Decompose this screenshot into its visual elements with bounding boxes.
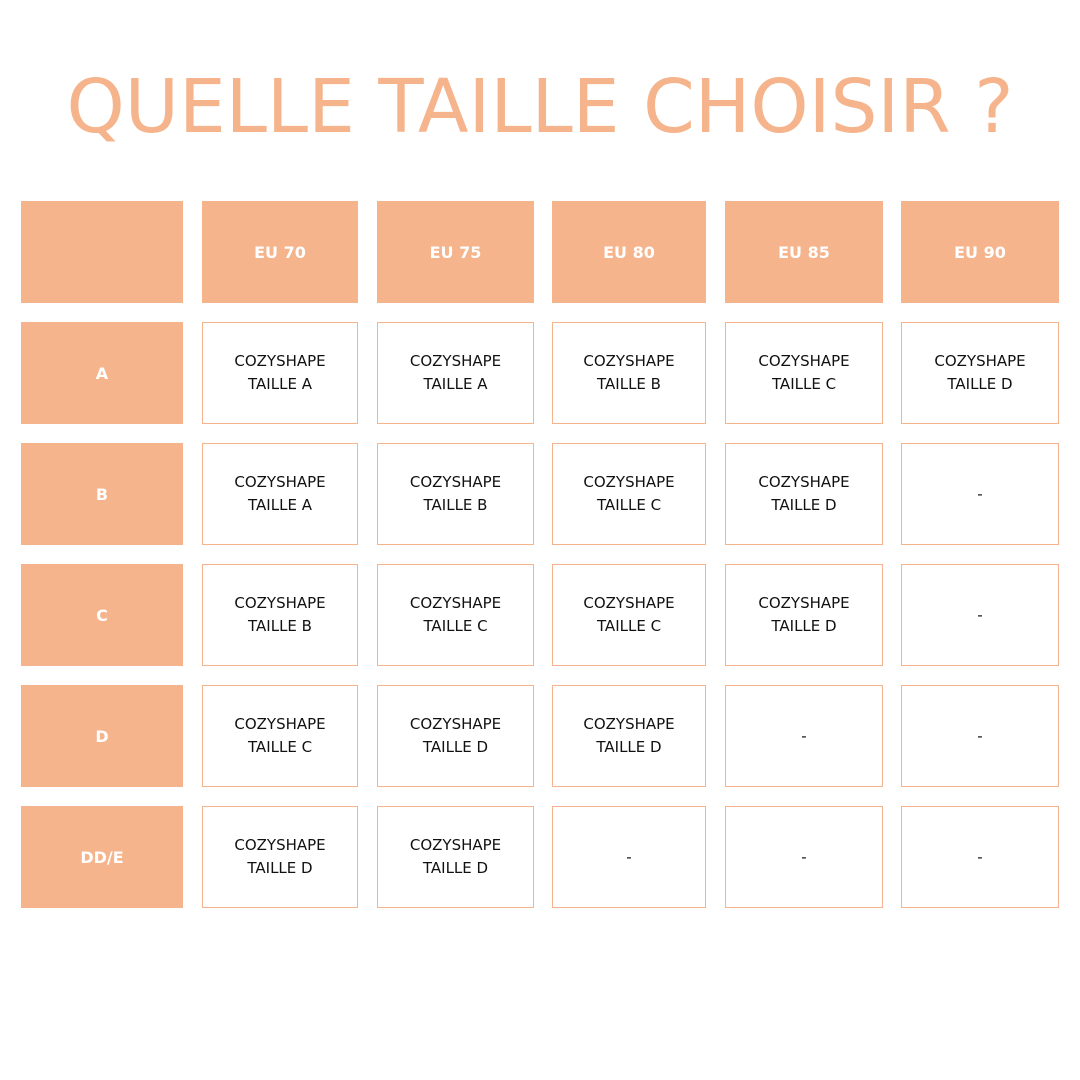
row-header-a: A bbox=[21, 322, 183, 424]
cell-text: COZYSHAPE TAILLE D bbox=[583, 715, 675, 756]
cell-text: COZYSHAPE TAILLE C bbox=[234, 715, 326, 756]
table-cell bbox=[901, 806, 1059, 908]
table-cell bbox=[552, 322, 706, 424]
table-cell bbox=[552, 443, 706, 545]
cell-text: - bbox=[977, 847, 983, 866]
column-header-eu85: EU 85 bbox=[725, 201, 883, 303]
table-cell bbox=[725, 806, 883, 908]
cell-text: - bbox=[977, 726, 983, 745]
cell-text: COZYSHAPE TAILLE D bbox=[758, 594, 850, 635]
cell-text: - bbox=[801, 726, 807, 745]
column-header-eu75: EU 75 bbox=[377, 201, 534, 303]
table-cell bbox=[725, 443, 883, 545]
table-cell bbox=[552, 806, 706, 908]
column-header-eu90: EU 90 bbox=[901, 201, 1059, 303]
cell-text: COZYSHAPE TAILLE D bbox=[934, 352, 1026, 393]
table-cell bbox=[377, 443, 534, 545]
column-header-eu80: EU 80 bbox=[552, 201, 706, 303]
cell-text: - bbox=[626, 847, 632, 866]
table-cell bbox=[377, 564, 534, 666]
row-header-c: C bbox=[21, 564, 183, 666]
table-cell bbox=[901, 685, 1059, 787]
table-cell bbox=[377, 806, 534, 908]
row-header-b: B bbox=[21, 443, 183, 545]
table-cell bbox=[552, 685, 706, 787]
table-cell bbox=[202, 685, 358, 787]
column-header-eu70: EU 70 bbox=[202, 201, 358, 303]
cell-text: COZYSHAPE TAILLE C bbox=[583, 594, 675, 635]
page-title: QUELLE TAILLE CHOISIR ? bbox=[66, 64, 1014, 150]
table-cell bbox=[901, 443, 1059, 545]
cell-text: COZYSHAPE TAILLE B bbox=[409, 473, 502, 514]
cell-text: COZYSHAPE TAILLE A bbox=[234, 473, 326, 514]
cell-text: - bbox=[977, 605, 983, 624]
cell-text: COZYSHAPE TAILLE B bbox=[583, 352, 675, 393]
table-cell bbox=[202, 443, 358, 545]
table-cell bbox=[725, 322, 883, 424]
cell-text: COZYSHAPE TAILLE D bbox=[234, 836, 326, 877]
cell-text: COZYSHAPE TAILLE D bbox=[758, 473, 850, 514]
row-header-d: D bbox=[21, 685, 183, 787]
table-cell bbox=[725, 564, 883, 666]
cell-text: COZYSHAPE TAILLE C bbox=[409, 594, 502, 635]
table-cell bbox=[725, 685, 883, 787]
table-cell bbox=[552, 564, 706, 666]
cell-text: COZYSHAPE TAILLE C bbox=[758, 352, 850, 393]
cell-text: COZYSHAPE TAILLE A bbox=[234, 352, 326, 393]
row-header-dd-e: DD/E bbox=[21, 806, 183, 908]
table-cell bbox=[901, 322, 1059, 424]
table-cell bbox=[377, 322, 534, 424]
cell-text: COZYSHAPE TAILLE C bbox=[583, 473, 675, 514]
cell-text: COZYSHAPE TAILLE A bbox=[409, 352, 502, 393]
table-cell bbox=[202, 806, 358, 908]
table-cell bbox=[202, 322, 358, 424]
cell-text: - bbox=[977, 484, 983, 503]
cell-text: - bbox=[801, 847, 807, 866]
table-cell bbox=[202, 564, 358, 666]
table-cell bbox=[377, 685, 534, 787]
cell-text: COZYSHAPE TAILLE D bbox=[409, 715, 502, 756]
cell-text: COZYSHAPE TAILLE D bbox=[409, 836, 502, 877]
cell-text: COZYSHAPE TAILLE B bbox=[234, 594, 326, 635]
table-corner-cell bbox=[21, 201, 183, 303]
table-cell bbox=[901, 564, 1059, 666]
